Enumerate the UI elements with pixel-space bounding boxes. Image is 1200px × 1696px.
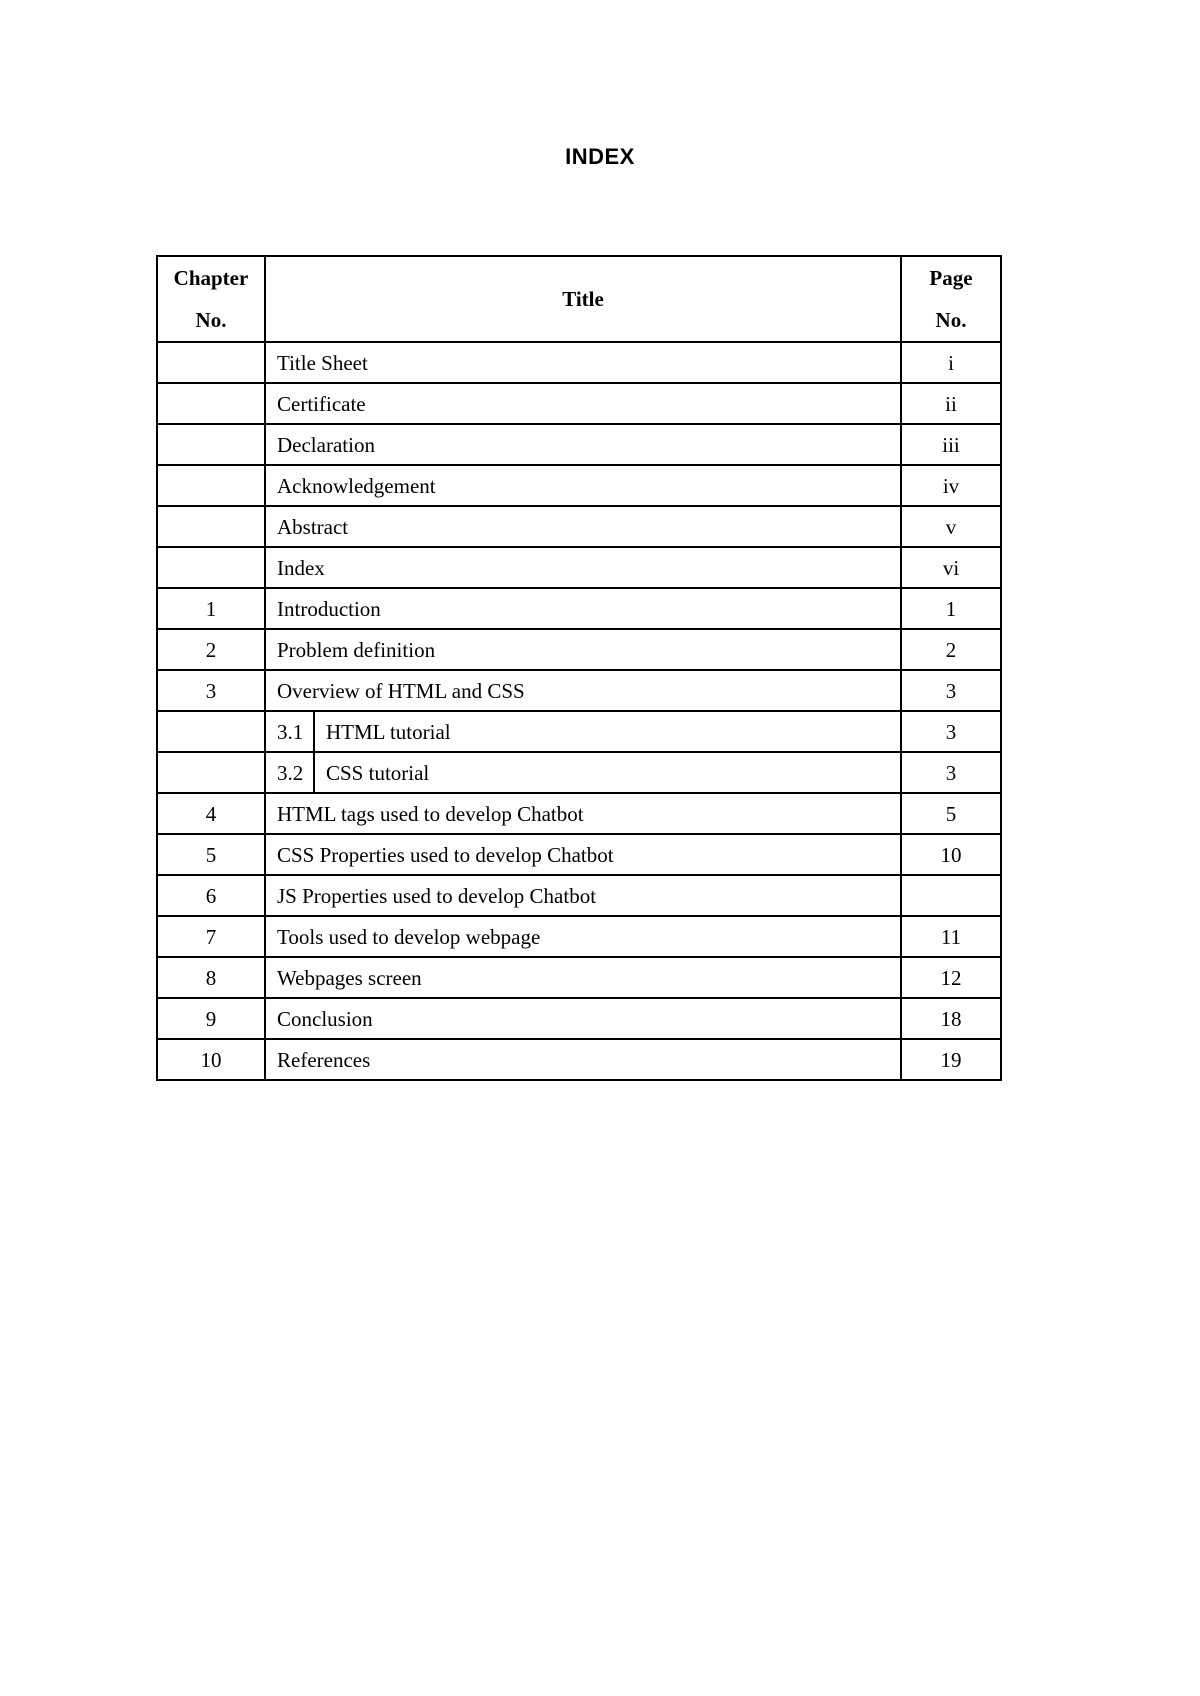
header-title-label: Title <box>562 287 604 311</box>
header-chapter-line1: Chapter <box>173 266 249 290</box>
page-cell: vi <box>901 547 1001 588</box>
header-title <box>265 256 901 342</box>
table-row <box>157 547 1001 588</box>
chapter-cell: 1 <box>157 588 265 629</box>
title-cell: Overview of HTML and CSS <box>265 670 901 711</box>
table-row <box>157 342 1001 383</box>
page-cell: 2 <box>901 629 1001 670</box>
table-row <box>157 957 1001 998</box>
index-table <box>156 255 1002 1081</box>
chapter-cell: 2 <box>157 629 265 670</box>
title-cell: Tools used to develop webpage <box>265 916 901 957</box>
chapter-cell <box>157 752 265 793</box>
table-header-row <box>157 256 1001 342</box>
page-cell: 10 <box>901 834 1001 875</box>
header-page-line2: No. <box>935 308 967 332</box>
chapter-cell: 3 <box>157 670 265 711</box>
title-cell: Conclusion <box>265 998 901 1039</box>
table-row <box>157 875 1001 916</box>
title-cell: References <box>265 1039 901 1080</box>
page-cell: 18 <box>901 998 1001 1039</box>
chapter-cell: 8 <box>157 957 265 998</box>
subsection-title: HTML tutorial <box>326 720 451 744</box>
page-cell: ii <box>901 383 1001 424</box>
page-title: INDEX <box>565 144 635 169</box>
chapter-cell <box>157 342 265 383</box>
page-cell: 3 <box>901 752 1001 793</box>
page-cell: i <box>901 342 1001 383</box>
chapter-cell: 7 <box>157 916 265 957</box>
table-row <box>157 834 1001 875</box>
title-cell: HTML tags used to develop Chatbot <box>265 793 901 834</box>
title-cell: Webpages screen <box>265 957 901 998</box>
subsection-number: 3.2 <box>266 753 315 792</box>
table-row <box>157 998 1001 1039</box>
page-cell: iv <box>901 465 1001 506</box>
table-row <box>157 424 1001 465</box>
table-row-subsection <box>157 711 1001 752</box>
page-cell: 5 <box>901 793 1001 834</box>
page-cell <box>901 875 1001 916</box>
chapter-cell <box>157 506 265 547</box>
title-cell: Introduction <box>265 588 901 629</box>
title-cell: Abstract <box>265 506 901 547</box>
subsection-number: 3.1 <box>266 712 315 751</box>
header-page-no <box>901 256 1001 342</box>
chapter-cell <box>157 547 265 588</box>
chapter-cell: 6 <box>157 875 265 916</box>
chapter-cell: 9 <box>157 998 265 1039</box>
title-cell: Title Sheet <box>265 342 901 383</box>
table-row <box>157 383 1001 424</box>
page-cell: 1 <box>901 588 1001 629</box>
page-cell: v <box>901 506 1001 547</box>
chapter-cell <box>157 424 265 465</box>
chapter-cell <box>157 465 265 506</box>
title-cell: Declaration <box>265 424 901 465</box>
chapter-cell <box>157 711 265 752</box>
chapter-cell <box>157 383 265 424</box>
page-cell: iii <box>901 424 1001 465</box>
table-row-subsection <box>157 752 1001 793</box>
table-row <box>157 588 1001 629</box>
title-cell: Index <box>265 547 901 588</box>
title-cell: JS Properties used to develop Chatbot <box>265 875 901 916</box>
header-chapter-line2: No. <box>195 308 227 332</box>
table-row <box>157 793 1001 834</box>
title-cell: CSS Properties used to develop Chatbot <box>265 834 901 875</box>
title-cell: Certificate <box>265 383 901 424</box>
chapter-cell: 4 <box>157 793 265 834</box>
chapter-cell: 10 <box>157 1039 265 1080</box>
page-cell: 3 <box>901 711 1001 752</box>
page-cell: 19 <box>901 1039 1001 1080</box>
table-row <box>157 629 1001 670</box>
title-cell <box>265 711 901 752</box>
table-row <box>157 916 1001 957</box>
chapter-cell: 5 <box>157 834 265 875</box>
title-cell: Acknowledgement <box>265 465 901 506</box>
page-cell: 3 <box>901 670 1001 711</box>
table-row <box>157 1039 1001 1080</box>
title-cell: Problem definition <box>265 629 901 670</box>
title-cell <box>265 752 901 793</box>
page-cell: 11 <box>901 916 1001 957</box>
table-row <box>157 670 1001 711</box>
subsection-title: CSS tutorial <box>326 761 430 785</box>
table-row <box>157 506 1001 547</box>
table-row <box>157 465 1001 506</box>
header-page-line1: Page <box>929 266 973 290</box>
page-cell: 12 <box>901 957 1001 998</box>
header-chapter-no <box>157 256 265 342</box>
